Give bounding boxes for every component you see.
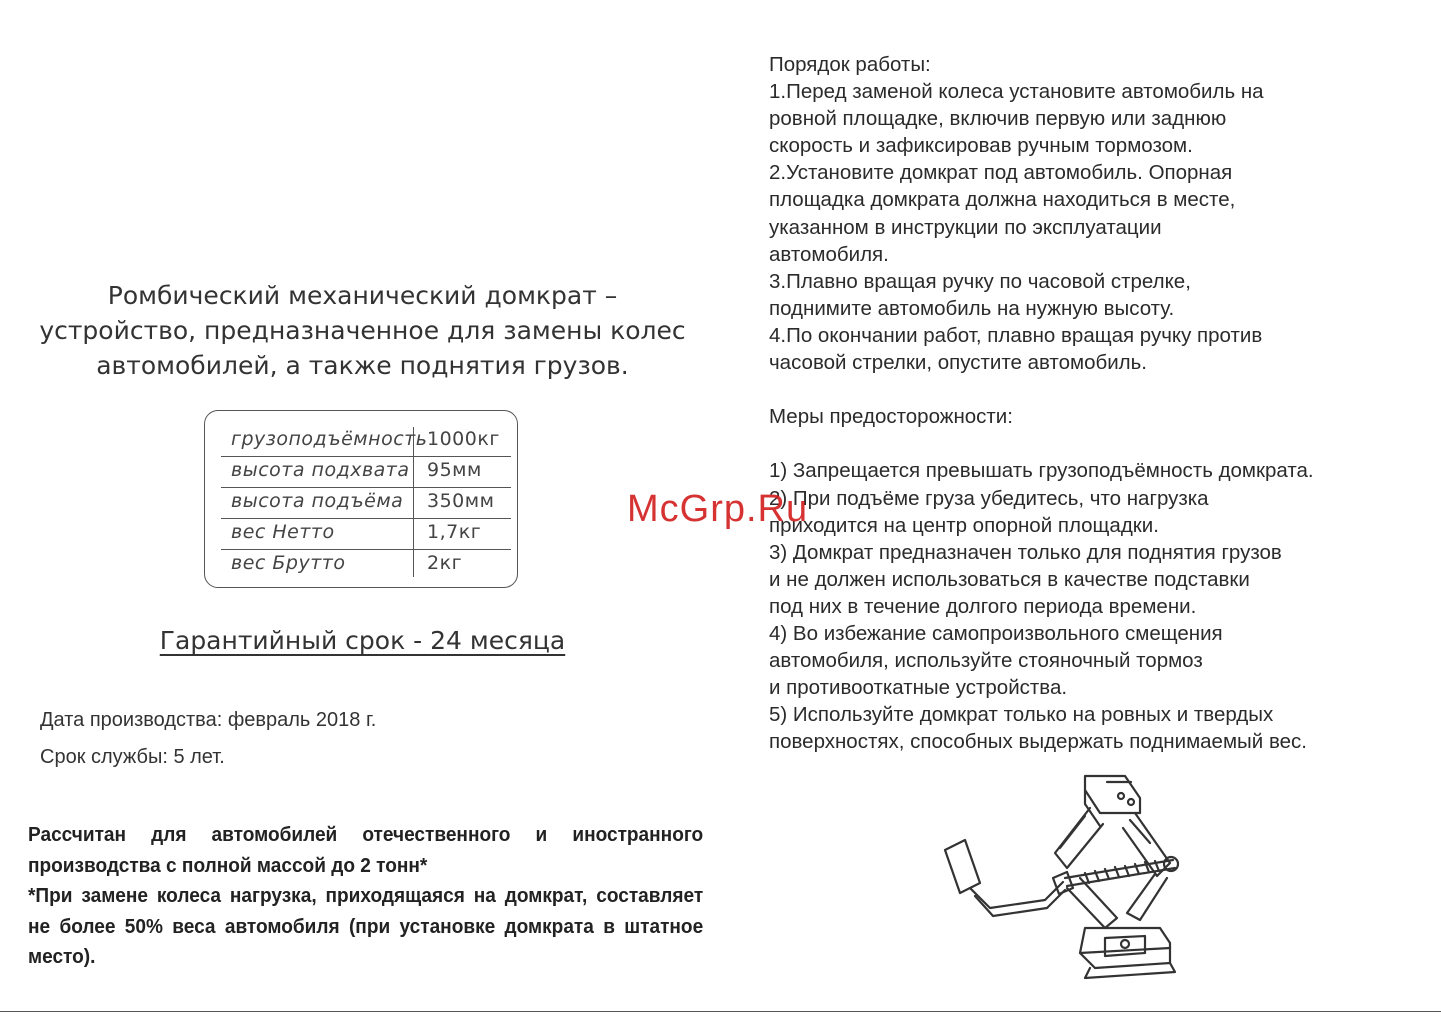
spec-row [221, 518, 511, 550]
procedure-line: поднимите автомобиль на нужную высоту. [769, 296, 1175, 320]
procedure-line: указанном в инструкции по эксплуатации [769, 215, 1162, 239]
precaution-line: приходится на центр опорной площадки. [769, 513, 1159, 537]
precaution-line: поверхностях, способных выдержать поднимаемый вес. [769, 730, 1307, 754]
precaution-line: и не должен использоваться в качестве подставки [769, 567, 1250, 591]
spec-value: 1000кг [427, 428, 500, 450]
capacity-notice [28, 820, 703, 973]
scissor-jack-illustration [935, 768, 1185, 983]
service-life: Срок службы: 5 лет. [40, 746, 225, 768]
precaution-line: под них в течение долгого периода времени. [769, 594, 1197, 618]
procedure-line: площадка домкрата должна находиться в месте, [769, 188, 1236, 212]
procedure-line: часовой стрелки, опустите автомобиль. [769, 351, 1147, 375]
notice-line: *При замене колеса нагрузка, приходящаяся на домкрат, составляет не более 50% веса автомобиля (при установке домкрата в штатное место). [28, 884, 704, 968]
warranty-title [30, 626, 695, 655]
procedure-title: Порядок работы: [769, 53, 931, 76]
precaution-line: 5) Используйте домкрат только на ровных и твердых [769, 703, 1274, 727]
warranty-text: Гарантийный срок - 24 месяца [159, 626, 566, 655]
spec-key: вес Брутто [231, 552, 346, 574]
spec-value: 2кг [427, 552, 463, 574]
precaution-line: 4) Во избежание самопроизвольного смещения [769, 621, 1223, 645]
instructions [769, 51, 1429, 755]
procedure-line: автомобиля. [769, 242, 889, 266]
precaution-line: 3) Домкрат предназначен только для поднятия грузов [769, 540, 1282, 564]
spec-value: 95мм [427, 459, 482, 481]
spec-key: вес Нетто [231, 521, 335, 543]
procedure-line: 2.Установите домкрат под автомобиль. Опорная [769, 161, 1233, 185]
spec-row [221, 549, 511, 580]
precaution-line: 1) Запрещается превышать грузоподъёмность домкрата. [769, 459, 1314, 483]
precautions-title: Меры предосторожности: [769, 405, 1013, 429]
spec-row [221, 487, 511, 519]
spec-row [221, 456, 511, 488]
spec-value: 350мм [427, 490, 495, 512]
intro-line: автомобилей, а также поднятия грузов. [96, 351, 629, 380]
precaution-line: и противооткатные устройства. [769, 676, 1068, 700]
procedure-line: скорость и зафиксировав ручным тормозом. [769, 134, 1193, 158]
intro-line: устройство, предназначенное для замены колес [39, 316, 686, 345]
intro-text [30, 278, 695, 383]
spec-table [204, 410, 518, 588]
spacer [769, 376, 1429, 403]
procedure-line: 3.Плавно вращая ручку по часовой стрелке, [769, 269, 1191, 293]
precaution-line: 2) При подъёме груза убедитесь, что нагрузка [769, 486, 1209, 510]
procedure-line: 1.Перед заменой колеса установите автомобиль на [769, 80, 1264, 104]
procedure-line: ровной площадке, включив первую или заднюю [769, 107, 1227, 131]
procedure-line: 4.По окончании работ, плавно вращая ручку против [769, 323, 1263, 347]
spec-key: высота подъёма [231, 490, 404, 512]
notice-line: Рассчитан для автомобилей отечественного и иностранного производства с полной массой до 2 тонн* [28, 823, 704, 877]
spacer [769, 430, 1429, 457]
page-bottom-rule [0, 1011, 1441, 1012]
watermark: McGrp.Ru [627, 488, 809, 530]
production-date: Дата производства: февраль 2018 г. [40, 709, 377, 731]
spec-row [221, 425, 511, 457]
spec-key: грузоподъёмность [231, 428, 428, 450]
precaution-line: автомобиля, используйте стояночный тормоз [769, 649, 1203, 673]
spec-value: 1,7кг [427, 521, 482, 543]
spec-key: высота подхвата [231, 459, 410, 481]
intro-line: Ромбический механический домкрат – [107, 281, 618, 310]
